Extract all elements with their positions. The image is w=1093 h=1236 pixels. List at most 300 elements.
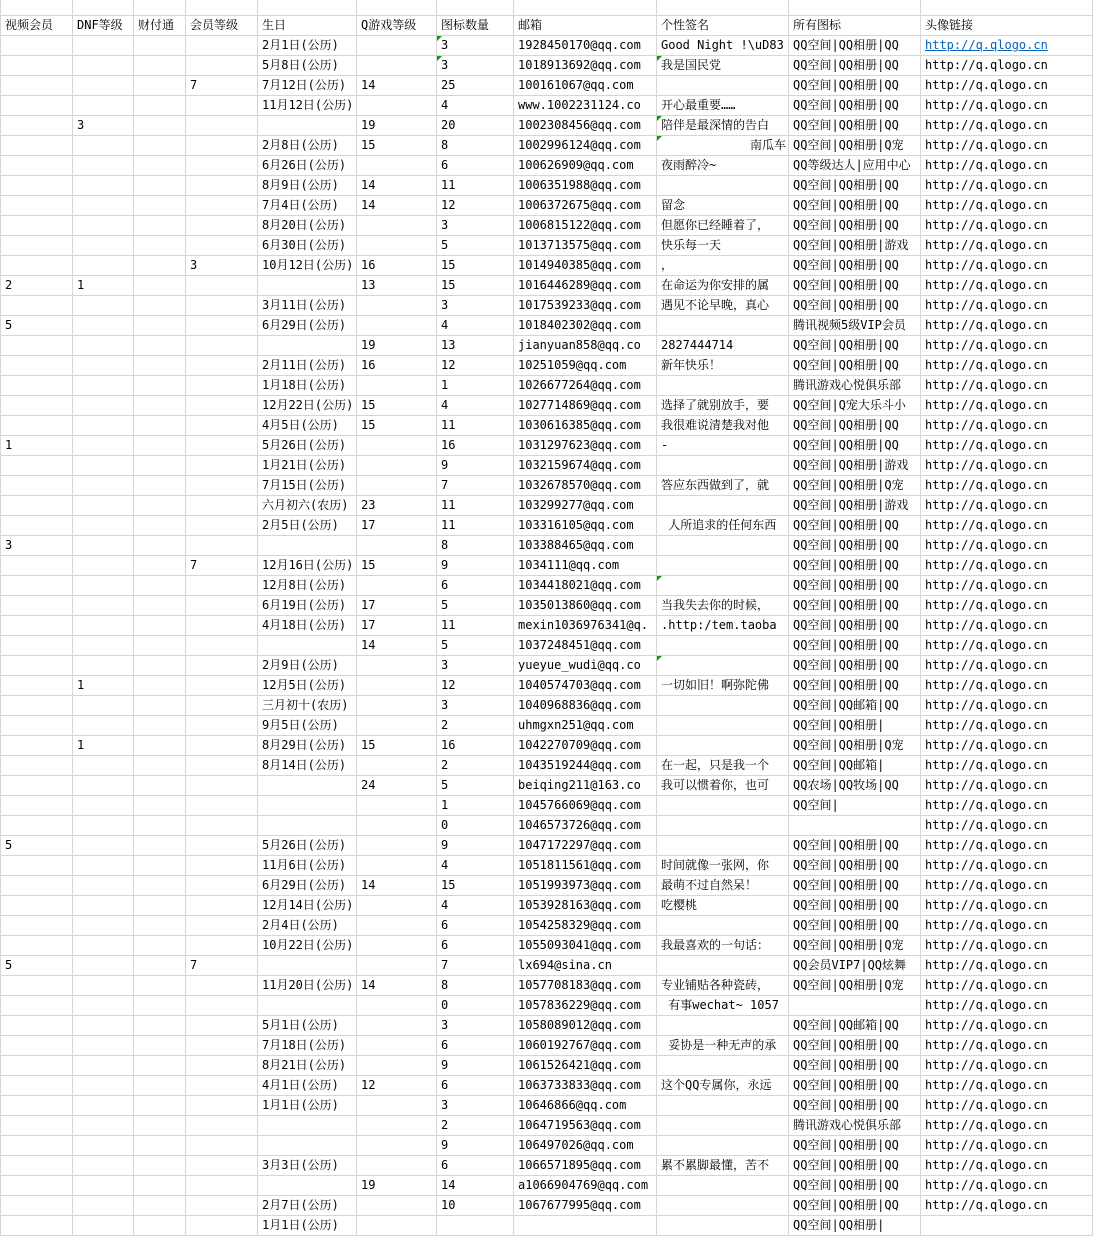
cell-empty[interactable] bbox=[789, 0, 921, 16]
cell-all-icons[interactable]: QQ空间|QQ相册|QQ bbox=[789, 836, 921, 856]
cell-dnf-level[interactable] bbox=[73, 1056, 134, 1076]
cell-dnf-level[interactable] bbox=[73, 1156, 134, 1176]
cell-dnf-level[interactable] bbox=[73, 236, 134, 256]
cell-all-icons[interactable]: QQ空间|QQ相册|游戏 bbox=[789, 236, 921, 256]
cell-qgame-level[interactable] bbox=[357, 1056, 437, 1076]
cell-tenpay[interactable] bbox=[134, 816, 186, 836]
cell-vip-level[interactable] bbox=[186, 976, 258, 996]
cell-tenpay[interactable] bbox=[134, 176, 186, 196]
cell-video-vip[interactable] bbox=[1, 56, 73, 76]
cell-tenpay[interactable] bbox=[134, 76, 186, 96]
cell-tenpay[interactable] bbox=[134, 236, 186, 256]
cell-birthday[interactable]: 12月14日(公历) bbox=[258, 896, 357, 916]
cell-icon-count[interactable]: 15 bbox=[437, 256, 514, 276]
cell-tenpay[interactable] bbox=[134, 876, 186, 896]
cell-icon-count[interactable]: 5 bbox=[437, 596, 514, 616]
cell-dnf-level[interactable] bbox=[73, 476, 134, 496]
cell-icon-count[interactable]: 9 bbox=[437, 456, 514, 476]
cell-email[interactable]: 1002308456@qq.com bbox=[514, 116, 657, 136]
cell-avatar-link[interactable]: http://q.qlogo.cn bbox=[921, 96, 1093, 116]
cell-avatar-link[interactable]: http://q.qlogo.cn bbox=[921, 336, 1093, 356]
cell-dnf-level[interactable] bbox=[73, 716, 134, 736]
cell-all-icons[interactable]: QQ空间|QQ相册|QQ bbox=[789, 556, 921, 576]
cell-icon-count[interactable]: 16 bbox=[437, 736, 514, 756]
cell-dnf-level[interactable] bbox=[73, 256, 134, 276]
cell-email[interactable]: 103388465@qq.com bbox=[514, 536, 657, 556]
cell-signature[interactable] bbox=[657, 1116, 789, 1136]
cell-qgame-level[interactable] bbox=[357, 156, 437, 176]
cell-vip-level[interactable] bbox=[186, 796, 258, 816]
cell-qgame-level[interactable] bbox=[357, 856, 437, 876]
cell-video-vip[interactable] bbox=[1, 576, 73, 596]
cell-icon-count[interactable]: 2 bbox=[437, 1116, 514, 1136]
cell-all-icons[interactable]: QQ空间|QQ相册|QQ bbox=[789, 436, 921, 456]
cell-signature[interactable] bbox=[657, 536, 789, 556]
cell-birthday[interactable]: 3月11日(公历) bbox=[258, 296, 357, 316]
cell-email[interactable]: 106497026@qq.com bbox=[514, 1136, 657, 1156]
cell-empty[interactable] bbox=[437, 0, 514, 16]
col-header-tenpay[interactable]: 财付通 bbox=[134, 16, 186, 36]
cell-tenpay[interactable] bbox=[134, 556, 186, 576]
cell-avatar-link[interactable]: http://q.qlogo.cn bbox=[921, 956, 1093, 976]
cell-signature[interactable] bbox=[657, 316, 789, 336]
cell-email[interactable]: 1034111@qq.com bbox=[514, 556, 657, 576]
cell-video-vip[interactable] bbox=[1, 996, 73, 1016]
cell-signature[interactable] bbox=[657, 656, 789, 676]
cell-signature[interactable] bbox=[657, 636, 789, 656]
cell-vip-level[interactable] bbox=[186, 936, 258, 956]
cell-avatar-link[interactable]: http://q.qlogo.cn bbox=[921, 616, 1093, 636]
cell-dnf-level[interactable] bbox=[73, 316, 134, 336]
cell-vip-level[interactable] bbox=[186, 656, 258, 676]
cell-dnf-level[interactable] bbox=[73, 996, 134, 1016]
cell-video-vip[interactable]: 5 bbox=[1, 836, 73, 856]
cell-vip-level[interactable] bbox=[186, 96, 258, 116]
cell-qgame-level[interactable]: 16 bbox=[357, 256, 437, 276]
cell-all-icons[interactable] bbox=[789, 816, 921, 836]
cell-signature[interactable]: 我最喜欢的一句话： bbox=[657, 936, 789, 956]
cell-all-icons[interactable]: QQ空间|QQ相册|游戏 bbox=[789, 456, 921, 476]
cell-video-vip[interactable] bbox=[1, 1116, 73, 1136]
cell-icon-count[interactable]: 0 bbox=[437, 996, 514, 1016]
cell-all-icons[interactable]: QQ空间|QQ相册|QQ bbox=[789, 616, 921, 636]
col-header-all-icons[interactable]: 所有图标 bbox=[789, 16, 921, 36]
cell-icon-count[interactable]: 9 bbox=[437, 1136, 514, 1156]
cell-signature[interactable]: 遇见不论早晚，真心 bbox=[657, 296, 789, 316]
cell-vip-level[interactable] bbox=[186, 476, 258, 496]
cell-icon-count[interactable]: 8 bbox=[437, 976, 514, 996]
cell-icon-count[interactable]: 15 bbox=[437, 876, 514, 896]
cell-qgame-level[interactable] bbox=[357, 1016, 437, 1036]
cell-vip-level[interactable] bbox=[186, 376, 258, 396]
cell-email[interactable]: 1014940385@qq.com bbox=[514, 256, 657, 276]
cell-tenpay[interactable] bbox=[134, 376, 186, 396]
cell-video-vip[interactable] bbox=[1, 916, 73, 936]
cell-tenpay[interactable] bbox=[134, 1176, 186, 1196]
cell-tenpay[interactable] bbox=[134, 1196, 186, 1216]
cell-qgame-level[interactable] bbox=[357, 216, 437, 236]
cell-avatar-link[interactable]: http://q.qlogo.cn bbox=[921, 756, 1093, 776]
cell-all-icons[interactable]: 腾讯游戏心悦俱乐部 bbox=[789, 376, 921, 396]
cell-icon-count[interactable]: 1 bbox=[437, 796, 514, 816]
cell-vip-level[interactable] bbox=[186, 996, 258, 1016]
cell-avatar-link[interactable]: http://q.qlogo.cn bbox=[921, 76, 1093, 96]
cell-email[interactable]: 1057708183@qq.com bbox=[514, 976, 657, 996]
cell-avatar-link[interactable]: http://q.qlogo.cn bbox=[921, 56, 1093, 76]
cell-signature[interactable]: 答应东西做到了，就 bbox=[657, 476, 789, 496]
col-header-signature[interactable]: 个性签名 bbox=[657, 16, 789, 36]
cell-avatar-link[interactable]: http://q.qlogo.cn bbox=[921, 436, 1093, 456]
cell-all-icons[interactable]: QQ空间|QQ相册|QQ bbox=[789, 96, 921, 116]
cell-dnf-level[interactable] bbox=[73, 1176, 134, 1196]
cell-vip-level[interactable] bbox=[186, 456, 258, 476]
cell-icon-count[interactable]: 6 bbox=[437, 1156, 514, 1176]
cell-tenpay[interactable] bbox=[134, 756, 186, 776]
cell-all-icons[interactable]: QQ空间|QQ相册|QQ bbox=[789, 1076, 921, 1096]
cell-birthday[interactable] bbox=[258, 536, 357, 556]
cell-qgame-level[interactable] bbox=[357, 236, 437, 256]
cell-tenpay[interactable] bbox=[134, 716, 186, 736]
cell-avatar-link[interactable]: http://q.qlogo.cn bbox=[921, 496, 1093, 516]
cell-vip-level[interactable] bbox=[186, 216, 258, 236]
cell-signature[interactable] bbox=[657, 1056, 789, 1076]
cell-email[interactable]: 1006815122@qq.com bbox=[514, 216, 657, 236]
cell-avatar-link[interactable] bbox=[921, 36, 1093, 56]
cell-icon-count[interactable]: 7 bbox=[437, 476, 514, 496]
cell-icon-count[interactable]: 6 bbox=[437, 936, 514, 956]
cell-video-vip[interactable] bbox=[1, 736, 73, 756]
cell-vip-level[interactable] bbox=[186, 1076, 258, 1096]
cell-tenpay[interactable] bbox=[134, 1136, 186, 1156]
cell-tenpay[interactable] bbox=[134, 796, 186, 816]
cell-email[interactable]: 1054258329@qq.com bbox=[514, 916, 657, 936]
cell-email[interactable]: 1042270709@qq.com bbox=[514, 736, 657, 756]
cell-video-vip[interactable]: 1 bbox=[1, 436, 73, 456]
cell-vip-level[interactable] bbox=[186, 416, 258, 436]
cell-qgame-level[interactable]: 12 bbox=[357, 1076, 437, 1096]
cell-tenpay[interactable] bbox=[134, 216, 186, 236]
cell-all-icons[interactable]: QQ等级达人|应用中心 bbox=[789, 156, 921, 176]
cell-dnf-level[interactable] bbox=[73, 836, 134, 856]
cell-tenpay[interactable] bbox=[134, 896, 186, 916]
cell-avatar-link[interactable]: http://q.qlogo.cn bbox=[921, 936, 1093, 956]
cell-vip-level[interactable] bbox=[186, 736, 258, 756]
cell-dnf-level[interactable] bbox=[73, 816, 134, 836]
cell-email[interactable]: 1006372675@qq.com bbox=[514, 196, 657, 216]
cell-vip-level[interactable] bbox=[186, 196, 258, 216]
cell-video-vip[interactable] bbox=[1, 216, 73, 236]
cell-signature[interactable]: 当我失去你的时候， bbox=[657, 596, 789, 616]
cell-email[interactable]: 100161067@qq.com bbox=[514, 76, 657, 96]
cell-avatar-link[interactable]: http://q.qlogo.cn bbox=[921, 416, 1093, 436]
cell-icon-count[interactable]: 16 bbox=[437, 436, 514, 456]
cell-video-vip[interactable] bbox=[1, 236, 73, 256]
cell-birthday[interactable]: 2月1日(公历) bbox=[258, 36, 357, 56]
cell-empty[interactable] bbox=[514, 0, 657, 16]
cell-avatar-link[interactable]: http://q.qlogo.cn bbox=[921, 916, 1093, 936]
cell-signature[interactable]: .http:/tem.taoba bbox=[657, 616, 789, 636]
cell-all-icons[interactable]: QQ空间|QQ相册|QQ bbox=[789, 1136, 921, 1156]
cell-video-vip[interactable] bbox=[1, 1036, 73, 1056]
cell-signature[interactable] bbox=[657, 76, 789, 96]
cell-qgame-level[interactable]: 14 bbox=[357, 196, 437, 216]
cell-icon-count[interactable]: 4 bbox=[437, 396, 514, 416]
cell-avatar-link[interactable]: http://q.qlogo.cn bbox=[921, 456, 1093, 476]
cell-qgame-level[interactable] bbox=[357, 536, 437, 556]
cell-dnf-level[interactable] bbox=[73, 1216, 134, 1236]
cell-avatar-link[interactable]: http://q.qlogo.cn bbox=[921, 396, 1093, 416]
cell-video-vip[interactable] bbox=[1, 496, 73, 516]
cell-qgame-level[interactable]: 24 bbox=[357, 776, 437, 796]
cell-video-vip[interactable] bbox=[1, 396, 73, 416]
cell-icon-count[interactable]: 9 bbox=[437, 836, 514, 856]
cell-icon-count[interactable]: 4 bbox=[437, 96, 514, 116]
cell-email[interactable]: 1051811561@qq.com bbox=[514, 856, 657, 876]
cell-qgame-level[interactable]: 13 bbox=[357, 276, 437, 296]
cell-vip-level[interactable] bbox=[186, 1116, 258, 1136]
cell-icon-count[interactable]: 9 bbox=[437, 1056, 514, 1076]
cell-birthday[interactable]: 2月11日(公历) bbox=[258, 356, 357, 376]
cell-signature[interactable]: 我是国民党 bbox=[657, 56, 789, 76]
cell-all-icons[interactable]: QQ空间|QQ相册|QQ bbox=[789, 256, 921, 276]
cell-email[interactable]: 1928450170@qq.com bbox=[514, 36, 657, 56]
cell-dnf-level[interactable] bbox=[73, 756, 134, 776]
cell-signature[interactable] bbox=[657, 916, 789, 936]
cell-birthday[interactable]: 11月12日(公历) bbox=[258, 96, 357, 116]
cell-birthday[interactable] bbox=[258, 996, 357, 1016]
cell-qgame-level[interactable] bbox=[357, 1156, 437, 1176]
cell-qgame-level[interactable] bbox=[357, 36, 437, 56]
cell-email[interactable]: 1016446289@qq.com bbox=[514, 276, 657, 296]
cell-email[interactable]: 1040968836@qq.com bbox=[514, 696, 657, 716]
cell-dnf-level[interactable] bbox=[73, 596, 134, 616]
cell-avatar-link[interactable]: http://q.qlogo.cn bbox=[921, 1016, 1093, 1036]
cell-vip-level[interactable] bbox=[186, 496, 258, 516]
cell-birthday[interactable]: 六月初六(农历) bbox=[258, 496, 357, 516]
cell-dnf-level[interactable] bbox=[73, 76, 134, 96]
cell-birthday[interactable] bbox=[258, 1136, 357, 1156]
cell-avatar-link[interactable]: http://q.qlogo.cn bbox=[921, 776, 1093, 796]
cell-signature[interactable] bbox=[657, 1136, 789, 1156]
cell-signature[interactable]: 留念 bbox=[657, 196, 789, 216]
cell-birthday[interactable]: 7月15日(公历) bbox=[258, 476, 357, 496]
cell-video-vip[interactable] bbox=[1, 1136, 73, 1156]
cell-icon-count[interactable]: 3 bbox=[437, 1096, 514, 1116]
cell-video-vip[interactable] bbox=[1, 456, 73, 476]
cell-birthday[interactable] bbox=[258, 1116, 357, 1136]
cell-dnf-level[interactable] bbox=[73, 96, 134, 116]
cell-qgame-level[interactable] bbox=[357, 376, 437, 396]
cell-dnf-level[interactable] bbox=[73, 136, 134, 156]
cell-avatar-link[interactable]: http://q.qlogo.cn bbox=[921, 536, 1093, 556]
cell-tenpay[interactable] bbox=[134, 276, 186, 296]
cell-all-icons[interactable]: QQ空间|QQ相册|QQ bbox=[789, 176, 921, 196]
cell-video-vip[interactable] bbox=[1, 1196, 73, 1216]
cell-signature[interactable]: 有事wechat~ 1057 bbox=[657, 996, 789, 1016]
cell-all-icons[interactable]: QQ空间|QQ相册|QQ bbox=[789, 36, 921, 56]
cell-video-vip[interactable] bbox=[1, 656, 73, 676]
cell-vip-level[interactable] bbox=[186, 676, 258, 696]
cell-qgame-level[interactable] bbox=[357, 56, 437, 76]
cell-dnf-level[interactable] bbox=[73, 496, 134, 516]
cell-tenpay[interactable] bbox=[134, 656, 186, 676]
cell-empty[interactable] bbox=[134, 0, 186, 16]
cell-avatar-link[interactable]: http://q.qlogo.cn bbox=[921, 736, 1093, 756]
cell-video-vip[interactable] bbox=[1, 1076, 73, 1096]
cell-birthday[interactable] bbox=[258, 116, 357, 136]
cell-signature[interactable]: 南瓜车 bbox=[657, 136, 789, 156]
cell-birthday[interactable]: 4月18日(公历) bbox=[258, 616, 357, 636]
cell-vip-level[interactable] bbox=[186, 336, 258, 356]
col-header-icon-count[interactable]: 图标数量 bbox=[437, 16, 514, 36]
cell-icon-count[interactable]: 6 bbox=[437, 156, 514, 176]
cell-vip-level[interactable] bbox=[186, 1036, 258, 1056]
cell-icon-count[interactable]: 8 bbox=[437, 536, 514, 556]
cell-icon-count[interactable]: 6 bbox=[437, 576, 514, 596]
cell-birthday[interactable]: 8月29日(公历) bbox=[258, 736, 357, 756]
cell-birthday[interactable] bbox=[258, 276, 357, 296]
cell-tenpay[interactable] bbox=[134, 136, 186, 156]
cell-tenpay[interactable] bbox=[134, 476, 186, 496]
cell-avatar-link[interactable]: http://q.qlogo.cn bbox=[921, 116, 1093, 136]
cell-qgame-level[interactable]: 19 bbox=[357, 336, 437, 356]
cell-tenpay[interactable] bbox=[134, 516, 186, 536]
cell-icon-count[interactable]: 3 bbox=[437, 216, 514, 236]
cell-email[interactable]: 1032678570@qq.com bbox=[514, 476, 657, 496]
cell-vip-level[interactable] bbox=[186, 116, 258, 136]
cell-avatar-link[interactable]: http://q.qlogo.cn bbox=[921, 556, 1093, 576]
cell-video-vip[interactable] bbox=[1, 976, 73, 996]
cell-icon-count[interactable]: 3 bbox=[437, 36, 514, 56]
cell-email[interactable]: 1027714869@qq.com bbox=[514, 396, 657, 416]
cell-email[interactable]: 1057836229@qq.com bbox=[514, 996, 657, 1016]
cell-video-vip[interactable] bbox=[1, 696, 73, 716]
cell-icon-count[interactable]: 6 bbox=[437, 1076, 514, 1096]
cell-all-icons[interactable]: QQ空间|QQ相册|QQ bbox=[789, 276, 921, 296]
cell-email[interactable]: 1032159674@qq.com bbox=[514, 456, 657, 476]
cell-all-icons[interactable]: QQ空间|QQ相册|QQ bbox=[789, 536, 921, 556]
cell-birthday[interactable]: 8月9日(公历) bbox=[258, 176, 357, 196]
cell-dnf-level[interactable] bbox=[73, 56, 134, 76]
cell-email[interactable]: 1030616385@qq.com bbox=[514, 416, 657, 436]
cell-avatar-link[interactable]: http://q.qlogo.cn bbox=[921, 296, 1093, 316]
cell-dnf-level[interactable] bbox=[73, 396, 134, 416]
cell-dnf-level[interactable] bbox=[73, 156, 134, 176]
cell-tenpay[interactable] bbox=[134, 1116, 186, 1136]
cell-video-vip[interactable]: 2 bbox=[1, 276, 73, 296]
cell-vip-level[interactable] bbox=[186, 876, 258, 896]
cell-video-vip[interactable] bbox=[1, 816, 73, 836]
cell-birthday[interactable]: 6月26日(公历) bbox=[258, 156, 357, 176]
cell-all-icons[interactable]: QQ空间|QQ邮箱| bbox=[789, 756, 921, 776]
cell-dnf-level[interactable] bbox=[73, 456, 134, 476]
cell-icon-count[interactable]: 0 bbox=[437, 816, 514, 836]
cell-email[interactable]: 1053928163@qq.com bbox=[514, 896, 657, 916]
cell-vip-level[interactable] bbox=[186, 56, 258, 76]
cell-all-icons[interactable]: QQ农场|QQ牧场|QQ bbox=[789, 776, 921, 796]
cell-signature[interactable]: 陪伴是最深情的告白 bbox=[657, 116, 789, 136]
cell-avatar-link[interactable]: http://q.qlogo.cn bbox=[921, 816, 1093, 836]
cell-icon-count[interactable]: 6 bbox=[437, 1036, 514, 1056]
cell-video-vip[interactable] bbox=[1, 1096, 73, 1116]
cell-birthday[interactable]: 12月8日(公历) bbox=[258, 576, 357, 596]
cell-signature[interactable] bbox=[657, 836, 789, 856]
cell-tenpay[interactable] bbox=[134, 536, 186, 556]
cell-tenpay[interactable] bbox=[134, 956, 186, 976]
cell-avatar-link[interactable]: http://q.qlogo.cn bbox=[921, 256, 1093, 276]
cell-email[interactable]: 1067677995@qq.com bbox=[514, 1196, 657, 1216]
cell-signature[interactable] bbox=[657, 1176, 789, 1196]
cell-icon-count[interactable]: 3 bbox=[437, 656, 514, 676]
cell-dnf-level[interactable]: 1 bbox=[73, 276, 134, 296]
cell-birthday[interactable]: 6月29日(公历) bbox=[258, 316, 357, 336]
cell-avatar-link[interactable]: http://q.qlogo.cn bbox=[921, 976, 1093, 996]
cell-video-vip[interactable]: 5 bbox=[1, 956, 73, 976]
cell-dnf-level[interactable] bbox=[73, 636, 134, 656]
cell-signature[interactable]: 但愿你已经睡着了， bbox=[657, 216, 789, 236]
cell-icon-count[interactable]: 5 bbox=[437, 236, 514, 256]
cell-email[interactable]: 1031297623@qq.com bbox=[514, 436, 657, 456]
cell-qgame-level[interactable] bbox=[357, 956, 437, 976]
cell-tenpay[interactable] bbox=[134, 1156, 186, 1176]
cell-tenpay[interactable] bbox=[134, 436, 186, 456]
cell-avatar-link[interactable]: http://q.qlogo.cn bbox=[921, 276, 1093, 296]
cell-qgame-level[interactable]: 17 bbox=[357, 616, 437, 636]
cell-tenpay[interactable] bbox=[134, 316, 186, 336]
cell-all-icons[interactable]: QQ会员VIP7|QQ炫舞 bbox=[789, 956, 921, 976]
cell-icon-count[interactable]: 5 bbox=[437, 636, 514, 656]
cell-tenpay[interactable] bbox=[134, 356, 186, 376]
cell-vip-level[interactable]: 7 bbox=[186, 556, 258, 576]
cell-email[interactable]: 1026677264@qq.com bbox=[514, 376, 657, 396]
cell-qgame-level[interactable] bbox=[357, 796, 437, 816]
cell-birthday[interactable]: 4月5日(公历) bbox=[258, 416, 357, 436]
cell-avatar-link[interactable]: http://q.qlogo.cn bbox=[921, 1036, 1093, 1056]
cell-vip-level[interactable] bbox=[186, 436, 258, 456]
cell-all-icons[interactable]: QQ空间|QQ相册|QQ bbox=[789, 596, 921, 616]
cell-avatar-link[interactable]: http://q.qlogo.cn bbox=[921, 476, 1093, 496]
cell-all-icons[interactable]: QQ空间|QQ相册|QQ bbox=[789, 676, 921, 696]
cell-qgame-level[interactable] bbox=[357, 1096, 437, 1116]
cell-birthday[interactable] bbox=[258, 1176, 357, 1196]
cell-all-icons[interactable]: QQ空间| bbox=[789, 796, 921, 816]
cell-signature[interactable]: 开心最重要…… bbox=[657, 96, 789, 116]
cell-signature[interactable]: 在一起，只是我一个 bbox=[657, 756, 789, 776]
cell-all-icons[interactable]: QQ空间|QQ相册|QQ bbox=[789, 896, 921, 916]
cell-video-vip[interactable] bbox=[1, 256, 73, 276]
cell-video-vip[interactable] bbox=[1, 136, 73, 156]
cell-tenpay[interactable] bbox=[134, 456, 186, 476]
cell-video-vip[interactable] bbox=[1, 636, 73, 656]
cell-signature[interactable] bbox=[657, 176, 789, 196]
cell-tenpay[interactable] bbox=[134, 596, 186, 616]
cell-qgame-level[interactable] bbox=[357, 456, 437, 476]
cell-birthday[interactable]: 1月1日(公历) bbox=[258, 1216, 357, 1236]
cell-email[interactable]: mexin1036976341@q. bbox=[514, 616, 657, 636]
cell-avatar-link[interactable] bbox=[921, 1216, 1093, 1236]
cell-dnf-level[interactable] bbox=[73, 36, 134, 56]
cell-qgame-level[interactable]: 15 bbox=[357, 396, 437, 416]
cell-icon-count[interactable]: 4 bbox=[437, 856, 514, 876]
cell-email[interactable]: 1018402302@qq.com bbox=[514, 316, 657, 336]
cell-all-icons[interactable]: QQ空间|QQ相册| bbox=[789, 1216, 921, 1236]
cell-email[interactable]: 1051993973@qq.com bbox=[514, 876, 657, 896]
cell-email[interactable]: 1046573726@qq.com bbox=[514, 816, 657, 836]
cell-email[interactable]: 1040574703@qq.com bbox=[514, 676, 657, 696]
cell-signature[interactable]: 最萌不过自然呆！ bbox=[657, 876, 789, 896]
cell-all-icons[interactable]: QQ空间|QQ相册|Q宠 bbox=[789, 736, 921, 756]
cell-avatar-link[interactable]: http://q.qlogo.cn bbox=[921, 836, 1093, 856]
